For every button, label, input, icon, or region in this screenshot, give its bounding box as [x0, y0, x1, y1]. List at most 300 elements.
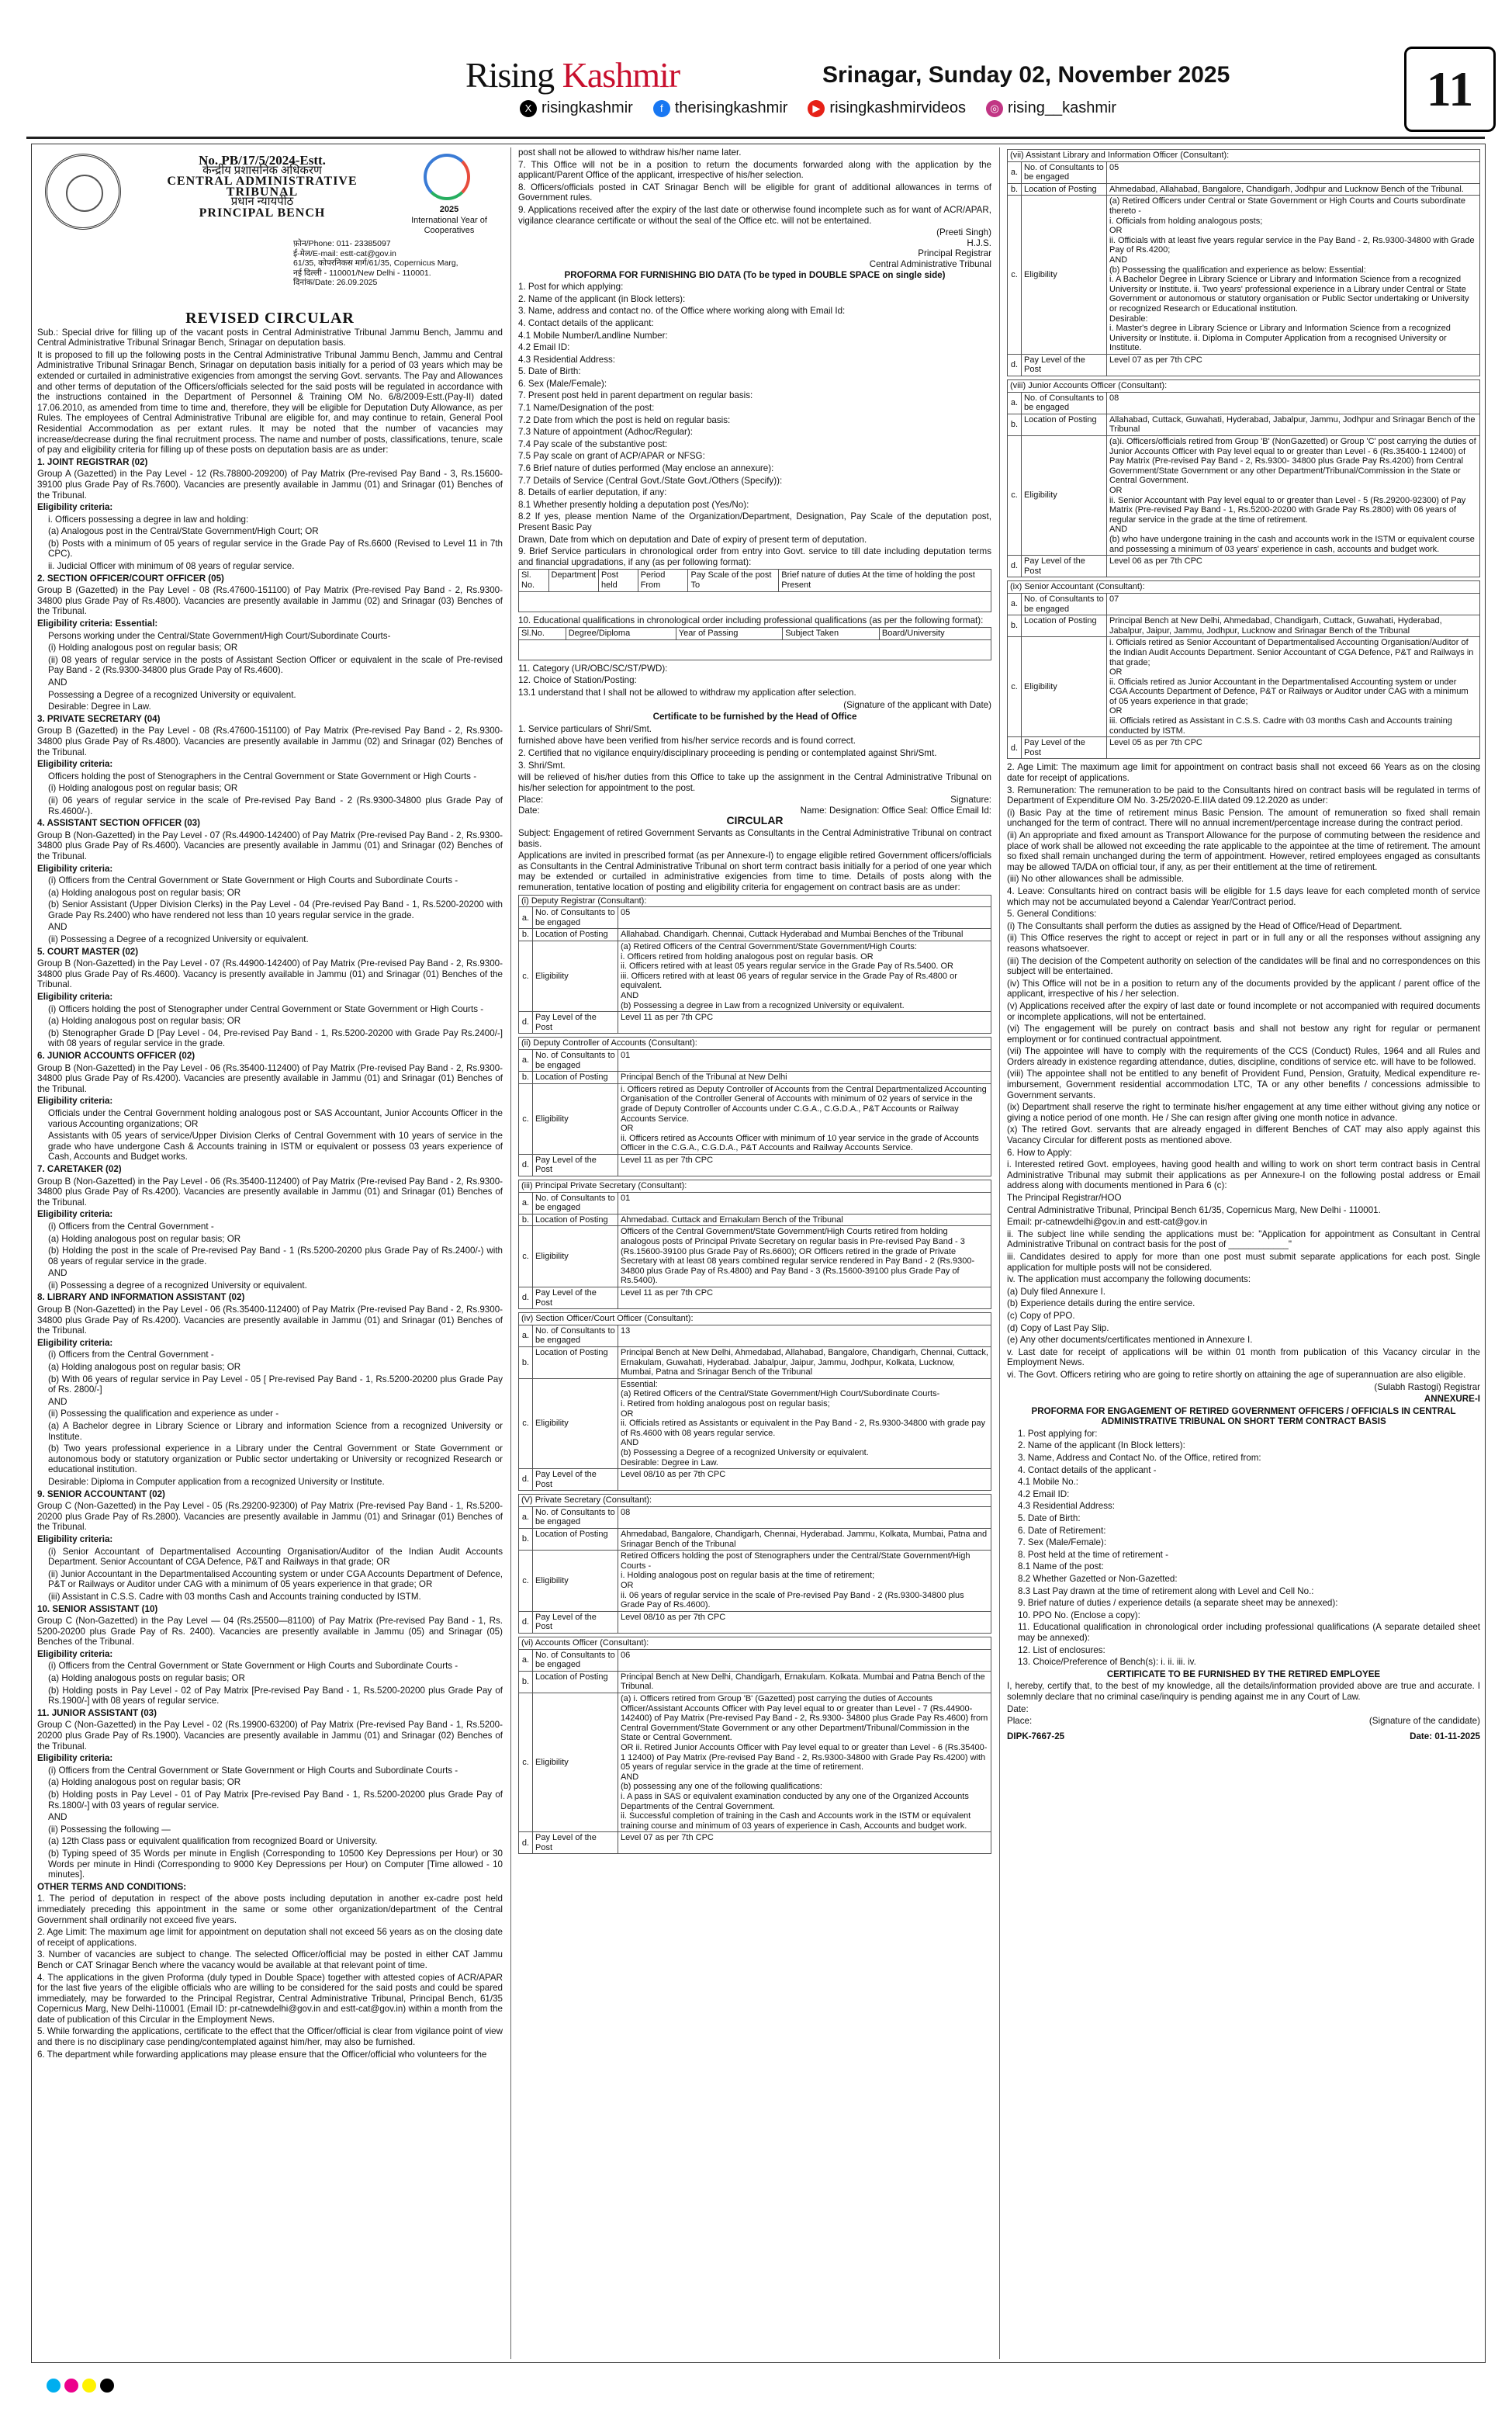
social-facebook[interactable]: f therisingkashmir — [653, 99, 788, 117]
post-description: Group B (Gazetted) in the Pay Level - 08 (Rs.47600-151100) of Pay Matrix (Pre-revised Pay Band - 2, Rs.9300-34800 plus Grade Pay of Rs.4800). Vacancies are presently available in Jammu (02) and Srinagar (03) Benches of the Tribunal. — [37, 585, 503, 617]
certificate-line: 1. Service particulars of Shri/Smt. — [518, 723, 652, 734]
proforma-field: 7.6 Brief nature of duties performed (May enclose an annexure): — [518, 463, 774, 474]
term-item: 8. Officers/officials posted in CAT Srinagar Bench will be eligible for grant of additional allowances in terms of Government rules. — [518, 182, 991, 203]
row-value: Principal Bench at New Delhi, Ahmedabad, Allahabad, Bangalore, Chandigarh, Chennai, Cuttack, Ernakulam, Guwahati, Hyderabad. Jabalpur, Jaipur, Jammu, Jodhpur, Kolkata, Lucknow, Mumbai, Patna and Srinagar Bench of the Tribunal — [618, 1346, 991, 1378]
row-value: 05 — [1107, 161, 1480, 183]
row-letter: d. — [519, 1469, 533, 1491]
hindi-bench: प्रधान न्यायपीठ — [230, 196, 294, 209]
eligibility-line: (iii) Assistant in C.S.S. Cadre with 03 months Cash and Accounts training conducted by ISTM. — [48, 1591, 421, 1602]
revised-circular-title: REVISED CIRCULAR — [185, 310, 355, 327]
consultant-table — [518, 895, 991, 1034]
table-header-cell: Subject Taken — [783, 628, 880, 640]
term-item: The Principal Registrar/HOO — [1007, 1193, 1122, 1203]
row-label: Location of Posting — [533, 929, 618, 941]
term-item: (ix) Department shall reserve the right to terminate his/her engagement at any time either without giving any notice or giving a notice period of one month. He / She can resign after giving one month notice in advance. — [1007, 1102, 1480, 1123]
eligibility-line: (b) Holding posts in Pay Level - 01 of Pay Matrix [Pre-revised Pay Band - 1, Rs.5200-20200 plus Grade Pay of Rs.1800/-] with 03 years of regular service. — [48, 1790, 503, 1810]
eligibility-line: Desirable: Diploma in Computer application from a recognized University or Institute. — [48, 1476, 385, 1487]
row-label: No. of Consultants to be engaged — [1022, 593, 1107, 615]
row-letter: d. — [1008, 556, 1022, 577]
term-item: (vi) The engagement will be purely on contract basis and shall not bestow any right for regular or permanent employment or for continued contractual appointment. — [1007, 1024, 1480, 1045]
cat-seal-logo — [45, 154, 121, 230]
row-label: Eligibility — [1022, 436, 1107, 556]
eligibility-line: AND — [48, 1268, 67, 1279]
row-label: Location of Posting — [533, 1072, 618, 1084]
newspaper-logo[interactable]: Rising Kashmir — [465, 55, 680, 95]
terms-heading: OTHER TERMS AND CONDITIONS: — [37, 1881, 187, 1892]
post-description: Group B (Non-Gazetted) in the Pay Level - 06 (Rs.35400-112400) of Pay Matrix (Pre-revised Pay Band - 2, Rs.9300-34800 plus Grade Pay of Rs.4200). Vacancies are presently available in Jammu (01) and Srinagar (01) Benches of the Tribunal. — [37, 1062, 503, 1094]
circular-subject-2: Subject: Engagement of retired Government Servants as Consultants in the Central Administrative Tribunal on contract basis. — [518, 828, 991, 849]
row-letter: c. — [519, 1551, 533, 1612]
proforma-field: 5. Date of Birth: — [518, 366, 581, 377]
eligibility-line: Assistants with 05 years of service/Upper Division Clerks of Central Government with 10 years of service in the grade who have undergone Cash & Accounts training in ISTM or equivalent or possess 03 years experience of Cash, Accounts and Budget works. — [48, 1131, 503, 1163]
term-item: v. Last date for receipt of applications will be within 01 month from publication of this Vacancy circular in the Employment News. — [1007, 1346, 1480, 1368]
consultant-post-title: (ix) Senior Accountant (Consultant): — [1008, 581, 1480, 594]
annexure-label: ANNEXURE-I — [1424, 1394, 1480, 1405]
row-label: Eligibility — [1022, 637, 1107, 737]
row-value: (a)i. Officers/officials retired from Group 'B' (NonGazetted) or Group 'C' post carrying the duties of Junior Accounts Officer with Pay level equal to or greater than Level - 6 (Rs.35400-1 12400) of Pay Matrix (Pre-revised Pay Band - 2, Rs.9300- 34800 plus Grade Pay Rs.4200) from Central Government/State Government or any other Department/Tribunal/Commission in the State or Central Government. OR ii. Senior Accountant with Pay level equal to or greater than Level - 5 (Rs.29200-92300) of Pay Matrix (Pre-revised Pay Band - 1, Rs.5200-20200 with Grade Pay Rs.2800) with 06 years of regular service in the grade at the time of retirement. AND (b) who have undergone training in the cash and accounts work in the ISTM or equivalent course and possessing a minimum of 03 years' experience in cash, accounts and budget work. — [1107, 436, 1480, 556]
annexure-field: 10. PPO No. (Enclose a copy): — [1018, 1610, 1140, 1620]
iyc-year: 2025 — [439, 205, 459, 214]
row-value: Officers of the Central Government/State Government/High Courts retired from holding analogous posts of Principal Private Secretary on regular basis in Pre-revised Pay Band - 3 (Rs.15600-39100 plus Grade Pay of Rs.6600); OR Officers retired in the grade of Private Secretary with at least 08 years combined regular service rendered in Pay Band - 2 (Rs.9300-34800 plus Grade Pay of Rs.4800) and Pay Band - 3 (Rs.15600-39100 plus Grade Pay of Rs.5400). — [618, 1226, 991, 1287]
annexure-field: 8.1 Name of the post: — [1018, 1561, 1104, 1572]
eligibility-line: (i) Officers from the Central Government - — [48, 1221, 214, 1232]
row-value: Principal Bench at New Delhi, Ahmedabad, Chandigarh, Cuttack, Guwahati, Hyderabad, Jabalpur, Jaipur, Jammu, Jodhpur, Lucknow and Srinagar Bench of the Tribunal — [1107, 615, 1480, 637]
eligibility-line: AND — [48, 1396, 67, 1407]
row-label: Pay Level of the Post — [533, 1611, 618, 1633]
terms-list — [37, 1894, 503, 2060]
row-value: (a) i. Officers retired from Group 'B' (Gazetted) post carrying the duties of Accounts Officer/Assistant Accounts Officer with Pay level equal to or greater than Level - 7 (Rs.44900- 142400) of Pay Matrix (Pre-revised Pay Band - 2, Rs.9300- 34800 plus Grade Pay Rs.4600) from Central Government/State Government or any other Department/Tribunal/Commission in the State or Central Government. OR ii. Retired Junior Accounts Officer with Pay level equal to or greater than Level - 6 (Rs.35400-1 12400) of Pay Matrix (Pre-revised Pay Band - 2, Rs.9300-34800 with Grade Pay Rs.4200) with 05 years of regular service in the grade at the time of retirement. AND (b) possessing any one of the following qualifications: i. A pass in SAS or equivalent examination conducted by any one of the Organized Accounts Departments of the Central Government. ii. Successful completion of training in the Cash and Accounts work in the ISTM or equivalent training course and minimum of 03 years of experience in Cash, Accounts and budget work. — [618, 1693, 991, 1831]
iyc-label: International Year of Cooperatives — [411, 215, 487, 236]
eligibility-line: (a) Holding analogous post on regular basis; OR — [48, 887, 241, 898]
proforma-field: 9. Brief Service particulars in chronological order from entry into Govt. service to till date including deputation terms and financial upgradations, if any (as per following format): — [518, 546, 991, 567]
proforma-field: 7.4 Pay scale of the substantive post: — [518, 438, 668, 449]
annexure-field: 4.1 Mobile No.: — [1018, 1477, 1078, 1488]
post-heading: 5. COURT MASTER (02) — [37, 946, 139, 957]
post-heading: 2. SECTION OFFICER/COURT OFFICER (05) — [37, 573, 224, 584]
row-value: i. Officials retired as Senior Accountant of Departmentalised Accounting Organisation/Auditor of the Indian Audit Accounts Department. Senior Accountant of CGA Defence, P&T and Railways in that grade; OR ii. Officials retired as Junior Accountant in the Departmentalised Accounting system or under CGA Accounts Department of Defence, P&T or Railways or Auditor under CAG with a minimum of 05 years experience in that grade; OR iii. Officials retired as Assistant in C.S.S. Cadre with 03 months Cash and Accounts training conducted by ISTM. — [1107, 637, 1480, 737]
facebook-icon: f — [653, 100, 670, 117]
consultant-table — [518, 1312, 991, 1491]
term-item: 2. Age Limit: The maximum age limit for appointment on deputation shall not exceed 56 years as on the closing date of receipt of applications. — [37, 1927, 503, 1948]
proforma-field: 7.5 Pay scale on grant of ACP/APAR or NFSG: — [518, 451, 705, 462]
post-heading: 8. LIBRARY AND INFORMATION ASSISTANT (02) — [37, 1292, 245, 1303]
row-letter: c. — [1008, 637, 1022, 737]
eligibility-line: ii. Judicial Officer with minimum of 08 years of regular service. — [48, 561, 295, 572]
eligibility-line: (ii) Possessing a Degree of a recognized University or equivalent. — [48, 934, 309, 945]
row-letter: a. — [519, 907, 533, 929]
annexure-field: 5. Date of Birth: — [1018, 1513, 1081, 1524]
social-links — [520, 99, 1116, 117]
eligibility-heading: Eligibility criteria: — [37, 1096, 113, 1107]
post-description: Group C (Non-Gazetted) in the Pay Level - 02 (Rs.19900-63200) of Pay Matrix (Pre-revised Pay Band - 1, Rs.5200-20200 plus Grade Pay of Rs.1900). Vacancies are presently available in Jammu (01) and Srinagar (02) Benches of the Tribunal. — [37, 1720, 503, 1752]
eligibility-line: (i) Senior Accountant of Departmentalised Accounting Organisation/Auditor of the Indian Audit Accounts Department. Senior Accountant of CGA Defence, P&T and Railways in that grade; OR — [48, 1546, 503, 1568]
term-item: 4. Leave: Consultants hired on contract basis will be eligible for 1.5 days leave for each completed month of service which may not be accumulated beyond a Calendar Year/Contract period. — [1007, 885, 1480, 907]
term-item: 3. Remuneration: The remuneration to be paid to the Consultants hired on contract basis will be regulated in terms of Department of Expenditure OM No. 3-25/2020-E.IIIA dated 09.12.2020 as under: — [1007, 785, 1480, 806]
proforma-field: 4.2 Email ID: — [518, 342, 570, 353]
annexure-field: 1. Post applying for: — [1018, 1428, 1098, 1439]
term-item: (iii) No other allowances shall be admissible. — [1007, 874, 1185, 885]
consultant-post-title: (vi) Accounts Officer (Consultant): — [519, 1637, 991, 1650]
eligibility-line: (ii) Possessing a degree of a recognized University or equivalent. — [48, 1280, 307, 1291]
row-label: Eligibility — [1022, 196, 1107, 355]
row-value: Level 07 as per 7th CPC — [1107, 354, 1480, 376]
consultant-table — [518, 1494, 991, 1634]
eligibility-line: Persons working under the Central/State Government/High Court/Subordinate Courts- — [48, 630, 391, 641]
org-name: CENTRAL ADMINISTRATIVE TRIBUNAL — [167, 175, 358, 199]
eligibility-heading: Eligibility criteria: — [37, 863, 113, 874]
table-header-cell: Board/University — [879, 628, 991, 640]
consultant-table — [1007, 149, 1480, 376]
row-letter: a. — [1008, 161, 1022, 183]
row-letter: c. — [1008, 436, 1022, 556]
term-item: (ii) This Office reserves the right to accept or reject in part or in full any or all the responses without assigning any reasons whatsoever. — [1007, 933, 1480, 954]
term-item: (i) Basic Pay at the time of retirement minus Basic Pension. The amount of remuneration so fixed shall remain unchanged for the term of contract. There will no annual increment/percentage increase during the contract period. — [1007, 807, 1480, 829]
x-icon: X — [520, 100, 537, 117]
certificate-line: will be relieved of his/her duties from this Office to take up the assignment in the Central Administrative Tribunal on his/her selection for appointment to the post. — [518, 772, 991, 793]
eligibility-line: i. Officers possessing a degree in law and holding: — [48, 514, 249, 525]
consultant-tables — [518, 895, 991, 1855]
term-item: (x) The retired Govt. servants that are already engaged in different Benches of CAT may also apply against this Vacancy Circular for different posts as mentioned above. — [1007, 1124, 1480, 1146]
social-x[interactable]: X risingkashmir — [520, 99, 633, 117]
term-item: i. Interested retired Govt. employees, having good health and willing to work on short term contract basis in Central Administrative Tribunal may submit their applications as per Annexure-I on the following postal address or Email address along with documents mentioned in Para 6 (c): — [1007, 1159, 1480, 1191]
bench-name: PRINCIPAL BENCH — [199, 206, 326, 220]
table-header-cell: Degree/Diploma — [566, 628, 676, 640]
eligibility-line: AND — [48, 922, 67, 933]
circular-number: No. PB/17/5/2024-Estt. — [199, 153, 326, 168]
annexure-fields — [1007, 1429, 1480, 1668]
circular-subject: Sub.: Special drive for filling up of the vacant posts in Central Administrative Tribunal Jammu Bench, Jammu and Central Administrative Tribunal Srinagar Bench, Srinagar on deputation basis. — [37, 327, 503, 348]
annexure-field: 13. Choice/Preference of Bench(s): i. ii. iii. iv. — [1018, 1657, 1196, 1668]
row-value: Ahmedabad. Cuttack and Ernakulam Bench of the Tribunal — [618, 1214, 991, 1226]
row-letter: a. — [519, 1649, 533, 1671]
term-item: (iii) The decision of the Competent authority on selection of the candidates will be final and no correspondences on this subject will be entertained. — [1007, 955, 1480, 977]
row-label: No. of Consultants to be engaged — [533, 1049, 618, 1071]
circular-title: CIRCULAR — [726, 814, 784, 827]
annexure-field: 6. Date of Retirement: — [1018, 1525, 1106, 1536]
post-description: Group B (Non-Gazetted) in the Pay Level - 06 (Rs.35400-112400) of Pay Matrix (Pre-revised Pay Band - 2, Rs.9300-34800 plus Grade Pay of Rs.4200). Vacancies are presently available in Jammu (01) and Srinagar (01) Benches of the Tribunal. — [37, 1305, 503, 1336]
email-link[interactable]: ई-मेल/E-mail: estt-cat@gov.in — [293, 248, 396, 258]
row-value: 13 — [618, 1325, 991, 1346]
proforma-field: 3. Name, address and contact no. of the Office where working along with Email Id: — [518, 306, 846, 317]
eligibility-line: (i) Holding analogous post on regular basis; OR — [48, 643, 238, 653]
row-value: Level 11 as per 7th CPC — [618, 1287, 991, 1309]
row-value: Level 11 as per 7th CPC — [618, 1154, 991, 1176]
row-letter: d. — [519, 1287, 533, 1309]
proforma-field: 7.7 Details of Service (Central Govt./State Govt./Others (Specify)): — [518, 475, 783, 486]
row-value: Principal Bench at New Delhi, Chandigarh, Ernakulam. Kolkata. Mumbai and Patna Bench of the Tribunal. — [618, 1671, 991, 1693]
eligibility-line: (a) 12th Class pass or equivalent qualification from recognized Board or University. — [48, 1836, 378, 1847]
office-address: फ़ोन/Phone: 011- 23385097 ई-मेल/E-mail: estt-cat@gov.in 61/35, कोपरनिकस मार्ग/61/35, Copernicus Marg, नई दिल्ली - 110001/New Delhi - 110001. दिनांक/Date: 26.09.2025 — [293, 239, 495, 288]
eligibility-heading: Eligibility criteria: — [37, 1533, 113, 1544]
term-item: 6. The department while forwarding applications may please ensure that the Officer/official who volunteers for the — [37, 2049, 487, 2060]
row-letter: a. — [519, 1049, 533, 1071]
row-letter: c. — [519, 1083, 533, 1154]
post-heading: 4. ASSISTANT SECTION OFFICER (03) — [37, 818, 200, 829]
row-letter: b. — [519, 929, 533, 941]
term-item: vi. The Govt. Officers retiring who are going to retire shortly on attaining the age of superannuation are also eligible. — [1007, 1369, 1466, 1380]
proforma-field: 6. Sex (Male/Female): — [518, 378, 607, 389]
eligibility-line: Officials under the Central Government holding analogous post or SAS Accountant, Junior Accounts Officer in the various Accounting organizations; OR — [48, 1107, 503, 1129]
term-item: iii. Candidates desired to apply for more than one post must submit separate applications for each post. Single application for multiple posts will not be considered. — [1007, 1251, 1480, 1273]
row-letter: d. — [1008, 354, 1022, 376]
row-label: No. of Consultants to be engaged — [533, 1649, 618, 1671]
row-letter: d. — [519, 1611, 533, 1633]
row-label: Eligibility — [533, 1226, 618, 1287]
eligibility-line: (i) Officers from the Central Government or State Government or High Courts and Subordinate Courts - — [48, 875, 458, 886]
row-letter: b. — [1008, 615, 1022, 637]
masthead — [0, 0, 1512, 140]
row-value: 01 — [618, 1049, 991, 1071]
row-value: 07 — [1107, 593, 1480, 615]
row-value: Essential: (a) Retired Officers of the Central/State Government/High Court/Subordinate Courts- i. Retired from holding analogous post on regular basis; OR ii. Officials retired as Assistants or equivalent in the Pay Band - 2, Rs.9300-34800 with grade pay of Rs.4600 with 08 years regular service. AND (b) Possessing a Degree of a recognized University or equivalent. Desirable: Degree in Law. — [618, 1378, 991, 1468]
column-3: (vii) Assistant Library and Information Officer (Consultant): a. No. of Consultants to be engaged 05 b. Location of Posting Ahmedabad, Allahabad, Bangalore, Chandigarh, Jodhpur and Lucknow Bench of the Tribunal. c. Eligibility (a) Retired Officers under Central or State Government or High Courts and Courts subordinate thereto - i. Officials from holding analogous posts; OR ii. Officials with at least five years regular service in the Pay Band - 2, Rs.9300-34800 with Grade Pay of Rs.4200; AND (b) Possessing the qualification and experience as below: Essential: i. A Bachelor Degree in Library Science or Library and Information Science from a recognized University or Institute. ii. Two years' professional experience in a Library under Central or State Government or autonomous or statutory organisation or Public Sector undertaking or University or recognized Research or Educational institution. Desirable: i. Master's degree in Library Science or Library and Information Science from a recognized University or Institute. ii. Diploma in Computer Application from a recognised University or Institute. d. Pay Level of the Post Level 07 as per 7th CPC (viii) Junior Accounts Officer (Consultant): a. No. of Consultants to be engaged 08 b. Location of Posting Allahabad, Cuttack, Guwahati, Hyderabad, Jabalpur, Jammu, Jodhpur and Srinagar Bench of the Tribunal c. Eligibility (a)i. Officers/officials retired from Group 'B' (NonGazetted) or Group 'C' post carrying the duties of Junior Accounts Officer with Pay level equal to or greater than Level - 6 (Rs.35400-1 12400) of Pay Matrix (Pre-revised Pay Band - 2, Rs.9300- 34800 plus Grade Pay Rs.4200) from Central Government/State Government or any other Department/Tribunal/Commission in the State or Central Government. OR ii. Senior Accountant with Pay level equal to or greater than Level - 5 (Rs.29200-92300) of Pay Matrix (Pre-revised Pay Band - 1, Rs.5200-20200 with Grade Pay Rs.2800) with 06 years of regular service in the grade at the time of retirement. AND (b) who have undergone training in the cash and accounts work in the ISTM or equivalent course and possessing a minimum of 03 years' experience in cash, accounts and budget work. d. Pay Level of the Post Level 06 as per 7th CPC (ix) Senior Accountant (Consultant): a. No. of Consultants to be engaged 07 b. Location of Posting Principal Bench at New Delhi, Ahmedabad, Chandigarh, Cuttack, Guwahati, Hyderabad, Jabalpur, Jaipur, Jammu, Jodhpur, Lucknow and Srinagar Bench of the Tribunal c. Eligibility i. Officials retired as Senior Accountant of Departmentalised Accounting Organisation/Auditor of the Indian Audit Accounts Department. Senior Accountant of CGA Defence, P&T and Railways in that grade; OR ii. Officials retired as Junior Accountant in the Departmentalised Accounting system or under CGA Accounts Department of Defence, P&T or Railways or Auditor under CAG with a minimum of 05 years experience in that grade; OR iii. Officials retired as Assistant in C.S.S. Cadre with 03 months Cash and Accounts training conducted by ISTM. d. Pay Level of the Post Level 05 as per 7th CPC 2. Age Limit: The maximum age limit for appointment on contract basis shall not exceed 66 Years as on the closing date for receipt of applications. 3. Remuneration: The remuneration to be paid to the Consultants hired on contract basis will be regulated in terms of Department of Expenditure OM No. 3-25/2020-E.IIIA dated 09.12.2020 as under: (i) Basic Pay at the time of retirement minus Basic Pension. The amount of remuneration so fixed shall remain unchanged for the term of contract. There will no annual increment/percentage increase during the contract period. (ii) An appropriate and fixed amount as Transport Allowance for the purpose of commuting between the residence and place of work shall be allowed not exceeding the rate applicable to the appointee at the time of retirement. The amount so fixed shall remain unchanged during the term of appointment. However, retired employees engaged as consultants may be allowed TA/DA on official tour, if any, as per their entitlement at the time of retirement. (iii) No other allowances shall be admissible. 4. Leave: Consultants hired on contract basis will be eligible for 1.5 days leave for each completed month of service which may not be accumulated beyond a Calendar Year/Contract period. 5. General Conditions: (i) The Consultants shall perform the duties as assigned by the Head of Office/Head of Department. (ii) This Office reserves the right to accept or reject in part or in full any or all the responses without assigning any reasons whatsoever. (iii) The decision of the Competent authority on selection of the candidates will be final and no correspondences on this subject will be entertained. (iv) This Office will not be in a position to return any of the documents provided by the applicant / parent office of the applicant, irrespective of his / her selection. (v) Applications received after the expiry of last date or found incomplete or not accompanied with required documents or incomplete applications, will not be entertained. (vi) The engagement will be purely on contract basis and shall not bestow any right for regular or permanent employment or for continued contractual appointment. (vii) The appointee will have to comply with the requirements of the CCS (Conduct) Rules, 1964 and all Rules and Orders already in existence regarding attendance, duties, discipline, conditions of service etc. will have to be followed. (viii) The appointee shall not be entitled to any benefit of Provident Fund, Pension, Gratuity, Medical expenditure re-imbursement, Government residential accommodation LTC, TA or any other benefits / concessions admissible to Government servants. (ix) Department shall reserve the right to terminate his/her engagement at any time either without giving any notice or giving a notice period of one month. He / She can resign after giving one month notice in advance. (x) The retired Govt. servants that are already engaged in different Benches of CAT may also apply against this Vacancy Circular for different posts as mentioned above. 6. How to Apply: i. Interested retired Govt. employees, having good health and willing to work on short term contract basis in Central Administrative Tribunal may submit their applications as per Annexure-I on the following postal address or Email address along with documents mentioned in Para 6 (c): The Principal Registrar/HOO Central Administrative Tribunal, Principal Bench 61/35, Copernicus Marg, New Delhi - 110001. Email: pr-catnewdelhi@gov.in and estt-cat@gov.in ii. The subject line while sending the applications must be: "Application for appointment as Consultant in Central Administrative Tribunal on contract basis for the post of ____________" iii. Candidates desired to apply for more than one post must submit separate applications for each post. Single application for multiple posts will not be considered. iv. The application must accompany the following documents: (a) Duly filed Annexure I. (b) Experience details during the entire service. (c) Copy of PPO. (d) Copy of Last Pay Slip. (e) Any other documents/certificates mentioned in Annexure I. v. Last date for receipt of applications will be within 01 month from publication of this Vacancy circular in the Employment News. vi. The Govt. Officers retiring who are going to retire shortly on attaining the age of superannuation are also eligible. (Sulabh Rastogi) Registrar ANNEXURE-I PROFORMA FOR ENGAGEMENT OF RETIRED GOVERNMENT OFFICERS / OFFICIALS IN CENTRAL ADMINISTRATIVE TRIBUNAL ON SHORT TERM CONTRACT BASIS 1. Post applying for: 2. Name of the applicant (In Block letters): 3. Name, Address and Contact No. of the Office, retired from: 4. Contact details of the applicant - 4.1 Mobile No.: 4.2 Email ID: 4.3 Residential Address: 5. Date of Birth: 6. Date of Retirement: 7. Sex (Male/Female): 8. Post held at the time of retirement - 8.1 Name of the post: 8.2 Whether Gazetted or Non-Gazetted: 8.3 Last Pay drawn at the time of retirement along with Level and Cell No.: 9. Brief nature of duties / experience details (a separate sheet may be annexed): 10. PPO No. (Enclose a copy): 11. Educational qualification in chronological order including professional qualifications (A separate detailed sheet may be annexed): 12. List of enclosures: 13. Choice/Preference of Bench(s): i. ii. iii. iv. CERTIFICATE TO BE FURNISHED BY THE RETIRED EMPLOYEE I, hereby, certify that, to the best of my knowledge, all the details/information provided above are true and accurate. I solemnly declare that no criminal case/inquiry is pending against me in any Court of Law. Date: Place: (Signature of the candidate) DIPK-7667-25 Date: 01-11-2025 — [1007, 151, 1480, 1741]
row-label: Location of Posting — [1022, 183, 1107, 196]
eligibility-heading: Eligibility criteria: — [37, 502, 113, 513]
certificate-line: 2. Certified that no vigilance enquiry/disciplinary proceeding is pending or contemplated against Shri/Smt. — [518, 747, 937, 758]
row-value: Level 08/10 as per 7th CPC — [618, 1611, 991, 1633]
row-label: No. of Consultants to be engaged — [533, 1325, 618, 1346]
certificate-line: 3. Shri/Smt. — [518, 760, 566, 771]
proforma-field: 1. Post for which applying: — [518, 282, 624, 293]
row-label: Pay Level of the Post — [1022, 354, 1107, 376]
post-description: Group C (Non-Gazetted) in the Pay Level — 04 (Rs.25500—81100) of Pay Matrix (Pre-revised Pay Band - 1, Rs. 5200-20200 plus Grade Pay of Rs. 2400). Vacancies are presently available in Jammu (05) and Srinagar (05) Benches of the Tribunal. — [37, 1616, 503, 1648]
post-heading: 10. SENIOR ASSISTANT (10) — [37, 1603, 158, 1614]
eligibility-line: (ii) Junior Accountant in the Departmentalised Accounting system or under CGA Accounts Department of Defence, P&T or Railways or Auditor under CAG with a minimum of 05 years experience in that grade; OR — [48, 1568, 503, 1590]
row-value: Level 06 as per 7th CPC — [1107, 556, 1480, 577]
row-value: 06 — [618, 1649, 991, 1671]
row-label: Pay Level of the Post — [1022, 737, 1107, 759]
row-letter: d. — [519, 1154, 533, 1176]
circular-intro: It is proposed to fill up the following posts in the Central Administrative Tribunal Jammu Bench, Jammu and Central Administrative Tribunal Srinagar Bench, Srinagar on deputation basis initially for a period of 03 years which may be extended or curtailed in administrative exigencies from amongst the serving Govt. servants. The Pay and Allowances and other terms of deputation of the Officers/officials selected for the said posts will be regulated in accordance with the instructions contained in the Department of Personnel & Training OM No. 6/8/2009-Estt.(Pay-II) dated 17.06.2010, as amended from time to time and, therefore, they will be eligible for Deputation Duty Allowance, as per Rules. The employees of Central Administrative Tribunal are eligible for, and may continue to retain, General Pool Residential Accommodation as per extant rules. It may be noted that the number of vacancies may increase/decrease during the final recruitment process. The name and number of posts, classifications, tenure, scale of pay and eligibility criteria for filling up of these posts on deputation basis are as under: — [37, 349, 503, 456]
table-header-cell: Pay Scale of the post To — [688, 570, 779, 591]
dipk-code: DIPK-7667-25 — [1007, 1731, 1065, 1741]
consultant-post-title: (V) Private Secretary (Consultant): — [519, 1495, 991, 1507]
eligibility-line: (b) Holding posts in Pay Level - 02 of Pay Matrix [Pre-revised Pay Band - 1, Rs.5200-20200 plus Grade Pay of Rs.1900/-] with 08 years of regular service. — [48, 1685, 503, 1707]
eligibility-line: (a) Holding analogous post on regular basis; OR — [48, 1016, 241, 1027]
eligibility-line: (a) Holding analogous post on regular basis; OR — [48, 1233, 241, 1244]
post-heading: 6. JUNIOR ACCOUNTS OFFICER (02) — [37, 1051, 195, 1061]
row-value: Allahabad. Chandigarh. Chennai, Cuttack Hyderabad and Mumbai Benches of the Tribunal — [618, 929, 991, 941]
hindi-org-name: केन्द्रीय प्रशासनिक अधिकरण — [202, 164, 322, 177]
eligibility-line: (b) Posts with a minimum of 05 years of regular service in the Grade Pay of Rs.6600 (Revised to Level 11 in 7th CPC). — [48, 538, 503, 560]
consultant-post-title: (viii) Junior Accounts Officer (Consultant): — [1008, 380, 1480, 393]
dateline: Srinagar, Sunday 02, November 2025 — [822, 62, 1230, 88]
row-value: Allahabad, Cuttack, Guwahati, Hyderabad, Jabalpur, Jammu, Jodhpur and Srinagar Bench of the Tribunal — [1107, 414, 1480, 435]
row-label: Pay Level of the Post — [533, 1469, 618, 1491]
social-youtube[interactable]: ▶ risingkashmirvideos — [808, 99, 966, 117]
row-letter: c. — [1008, 196, 1022, 355]
row-letter: a. — [519, 1192, 533, 1214]
consultant-table — [518, 1637, 991, 1854]
proforma-field: 8. Details of earlier deputation, if any: — [518, 487, 667, 498]
certificate-line: furnished above have been verified from his/her service records and is found correct. — [518, 736, 856, 747]
consultant-table — [1007, 379, 1480, 577]
term-item: 4. The applications in the given Proforma (duly typed in Double Space) together with attested copies of ACR/APAR for the last five years of the eligible officials who are willing to be considered for the said posts and could be spared immediately, may be forwarded to the Principal Registrar, Central Administrative Tribunal, Principal Bench, 61/35 Copernicus Marg, New Delhi-110001 (Email ID: pr-catnewdelhi@gov.in and estt-cat@gov.in) within a month from the date of publication of this Circular in the Employment News. — [37, 1972, 503, 2025]
table-header-cell: Post held — [599, 570, 638, 591]
row-label: Pay Level of the Post — [533, 1154, 618, 1176]
row-letter: b. — [1008, 183, 1022, 196]
eligibility-line: (i) Holding analogous post on regular basis; OR — [48, 783, 238, 794]
eligibility-line: (b) Two years professional experience in a Library under the Central Government or State Government or autonomous body or statutory organization or Public sector undertaking or University or recognized Research or educational institution. — [48, 1443, 503, 1475]
eligibility-heading: Eligibility criteria: — [37, 759, 113, 770]
row-value: (a) Retired Officers under Central or State Government or High Courts and Courts subordinate thereto - i. Officials from holding analogous posts; OR ii. Officials with at least five years regular service in the Pay Band - 2, Rs.9300-34800 with Grade Pay of Rs.4200; AND (b) Possessing the qualification and experience as below: Essential: i. A Bachelor Degree in Library Science or Library and Information Science from a recognized University or Institute. ii. Two years' professional experience in a Library under Central or State Government or autonomous or statutory organisation or Public Sector undertaking or University or recognized Research or Educational institution. Desirable: i. Master's degree in Library Science or Library and Information Science from a recognized University or Institute. ii. Diploma in Computer Application from a recognised University or Institute. — [1107, 196, 1480, 355]
eligibility-line: Desirable: Degree in Law. — [48, 702, 151, 712]
eligibility-line: (a) A Bachelor degree in Library Science or Library and information Science from a recognized University or Institute. — [48, 1421, 503, 1442]
social-instagram[interactable]: ◎ rising__kashmir — [986, 99, 1116, 117]
proforma-field: 4. Contact details of the applicant: — [518, 317, 654, 328]
consultant-tables-cont — [1007, 149, 1480, 759]
term-item: 7. This Office will not be in a position to return the documents forwarded along with the application by the applicant/Parent Office of the applicant, irrespective of his/her selection. — [518, 159, 991, 181]
masthead-rule — [26, 137, 1485, 139]
row-letter: c. — [519, 1693, 533, 1831]
release-date: Date: 01-11-2025 — [1410, 1731, 1480, 1741]
eligibility-line: AND — [48, 677, 67, 688]
post-heading: 9. SENIOR ACCOUNTANT (02) — [37, 1488, 165, 1499]
post-heading: 3. PRIVATE SECRETARY (04) — [37, 713, 161, 724]
eligibility-line: (ii) Possessing the following — — [48, 1824, 171, 1835]
iyc-emblem-icon — [424, 154, 470, 200]
row-letter: b. — [519, 1214, 533, 1226]
row-label: Pay Level of the Post — [533, 1287, 618, 1309]
table-header-cell: Department — [548, 570, 598, 591]
table-header-cell: Year of Passing — [676, 628, 782, 640]
row-value: Ahmedabad, Bangalore, Chandigarh, Chennai, Hyderabad. Jammu, Kolkata, Mumbai, Patna and Srinagar Bench of the Tribunal — [618, 1529, 991, 1551]
post-description: Group B (Non-Gazetted) in the Pay Level - 07 (Rs.44900-142400) of Pay Matrix (Pre-revised Pay Band - 2, Rs.9300-34800 plus Grade Pay of Rs.4600). Vacancies are presently available in Jammu (01) and Srinagar (02) Benches of the Tribunal. — [37, 830, 503, 861]
post-heading: 7. CARETAKER (02) — [37, 1163, 122, 1174]
consultant-terms — [1007, 762, 1480, 1380]
row-letter: a. — [1008, 392, 1022, 414]
annexure-field: 8.2 Whether Gazetted or Non-Gazetted: — [1018, 1574, 1178, 1584]
eligibility-heading: Eligibility criteria: — [37, 992, 113, 1003]
row-label: Location of Posting — [1022, 414, 1107, 435]
eligibility-line: AND — [48, 1812, 67, 1823]
row-label: No. of Consultants to be engaged — [533, 907, 618, 929]
eligibility-line: (b) With 06 years of regular service in Pay Level - 05 [ Pre-revised Pay Band - 1, Rs.5200-20200 plus Grade Pay of Rs. 2800/-] — [48, 1374, 503, 1395]
eligibility-line: (b) Typing speed of 35 Words per minute in English (Corresponding to 10500 Key Depressions per Hour) or 30 Words per minute in Hindi (Corresponding to 9000 Key Depressions per Hour) on Computer [Time allowed - 10 minutes]. — [48, 1848, 503, 1880]
eligibility-line: (a) Holding analogous posts on regular basis; OR — [48, 1673, 245, 1684]
row-value: i. Officers retired as Deputy Controller of Accounts from the Central Departmentalized Accounting Organisation of the Controller General of Accounts with minimum of 02 years of service in the grade of Deputy Controller of Accounts under C.G.A., C.G.D.A., P&T Accounts or Railway Accounts Service. OR ii. Officers retired as Accounts Officer with minimum of 10 year service in the grade of Accounts Officer in the C.G.A., C.G.D.A., P&T Accounts and Railway Accounts Service. — [618, 1083, 991, 1154]
row-label: Pay Level of the Post — [533, 1012, 618, 1034]
term-item: 3. Number of vacancies are subject to change. The selected Officer/official may be posted in either CAT Jammu Bench or CAT Srinagar Bench where the vacancy would be available at that relevant point of time. — [37, 1949, 503, 1970]
row-value: Ahmedabad, Allahabad, Bangalore, Chandigarh, Jodhpur and Lucknow Bench of the Tribunal. — [1107, 183, 1480, 196]
term-item: (c) Copy of PPO. — [1007, 1310, 1075, 1321]
proforma-title: PROFORMA FOR FURNISHING BIO DATA (To be typed in DOUBLE SPACE on single side) — [564, 269, 946, 280]
eligibility-line: (a) Holding analogous post on regular basis; OR — [48, 1362, 241, 1373]
consultant-post-title: (ii) Deputy Controller of Accounts (Consultant): — [519, 1038, 991, 1050]
row-letter: a. — [1008, 593, 1022, 615]
post-heading: 1. JOINT REGISTRAR (02) — [37, 456, 148, 467]
post-description: Group B (Non-Gazetted) in the Pay Level - 07 (Rs.44900-142400) of Pay Matrix (Pre-revised Pay Band - 2, Rs.9300-34800 plus Grade Pay of Rs.4600). Vacancy is presently available in Jammu (01) and Srinagar (01) Benches of the Tribunal. — [37, 958, 503, 990]
annexure-field: 3. Name, Address and Contact No. of the Office, retired from: — [1018, 1453, 1261, 1464]
row-label: Eligibility — [533, 941, 618, 1012]
print-registration-marks — [47, 2379, 1466, 2397]
eligibility-line: (ii) 08 years of regular service in the posts of Assistant Section Officer or equivalent in the scale of Pre-revised Pay Band - 2 (Rs.9300-34800 plus Grade Pay of Rs.4600). — [48, 654, 503, 676]
row-label: Eligibility — [533, 1378, 618, 1468]
term-item: (d) Copy of Last Pay Slip. — [1007, 1322, 1109, 1333]
term-item: (v) Applications received after the expiry of last date or found incomplete or not accompanied with required documents or incomplete applications, will not be entertained. — [1007, 1000, 1480, 1022]
proforma-field: 7. Present post held in parent department on regular basis: — [518, 390, 753, 401]
row-label: No. of Consultants to be engaged — [533, 1506, 618, 1528]
proforma-field: 7.2 Date from which the post is held on regular basis: — [518, 414, 731, 425]
consultant-post-title: (vii) Assistant Library and Information Officer (Consultant): — [1008, 150, 1480, 162]
post-description: Group C (Non-Gazetted) in the Pay Level - 05 (Rs.29200-92300) of Pay Matrix (Pre-revised Pay Band - 1, Rs.5200-20200 plus Grade Pay of Rs.2800). Vacancies are presently available in Jammu (01) and Srinagar (01) Benches of the Tribunal. — [37, 1501, 503, 1533]
post-description: Group B (Non-Gazetted) in the Pay Level - 06 (Rs.35400-112400) of Pay Matrix (Pre-revised Pay Band - 2, Rs.9300-34800 plus Grade Pay of Rs.4200). Vacancies are presently available in Jammu (01) and Srinagar (01) Benches of the Tribunal. — [37, 1176, 503, 1208]
column-2: post shall not be allowed to withdraw his/her name later. 7. This Office will not be in a position to return the documents forwarded along with the application by the applicant/Parent Office of the applicant, irrespective of his/her selection. 8. Officers/officials posted in CAT Srinagar Bench will be eligible for grant of additional allowances in terms of Government rules. 9. Applications received after the expiry of the last date or otherwise found incomplete such as for want of ACR/APAR, vigilance clearance certificate or without the seal of the Office etc. will not be entertained. (Preeti Singh) H.J.S. Principal Registrar Central Administrative Tribunal PROFORMA FOR FURNISHING BIO DATA (To be typed in DOUBLE SPACE on single side) 1. Post for which applying: 2. Name of the applicant (in Block letters): 3. Name, address and contact no. of the Office where working along with Email Id: 4. Contact details of the applicant: 4.1 Mobile Number/Landline Number: 4.2 Email ID: 4.3 Residential Address: 5. Date of Birth: 6. Sex (Male/Female): 7. Present post held in parent department on regular basis: 7.1 Name/Designation of the post: 7.2 Date from which the post is held on regular basis: 7.3 Nature of appointment (Adhoc/Regular): 7.4 Pay scale of the substantive post: 7.5 Pay scale on grant of ACP/APAR or NFSG: 7.6 Brief nature of duties performed (May enclose an annexure): 7.7 Details of Service (Central Govt./State Govt./Others (Specify)): 8. Details of earlier deputation, if any: 8.1 Whether presently holding a deputation post (Yes/No): 8.2 If yes, please mention Name of the Organization/Department, Designation, Pay Scale of the deputation post, Present Basic Pay Drawn, Date from which on deputation and Date of expiry of present term of deputation. 9. Brief Service particulars in chronological order from entry into Govt. service to till date including deputation terms and financial upgradations, if any (as per following format): Sl. No. Department Post held Period From Pay Scale of the post To Brief nature of duties At the time of holding the post Present 10. Educational qualifications in chronological order including professional qualifications (as per the following format): Sl.No. Degree/Diploma Year of Passing Subject Taken Board/University 11. Category (UR/OBC/SC/ST/PWD): 12. Choice of Station/Posting: 13.1 understand that I shall not be allowed to withdraw my application after selection. (Signature of the applicant with Date) Certificate to be furnished by the Head of Office 1. Service particulars of Shri/Smt. furnished above have been verified from his/her service records and is found correct. 2. Certified that no vigilance enquiry/disciplinary proceeding is pending or contemplated against Shri/Smt. 3. Shri/Smt. will be relieved of his/her duties from this Office to take up the assignment in the Central Administrative Tribunal on his/her selection for appointment to the post. Place: Signature: Date: Name: Designation: Office Seal: Office Email Id: CIRCULAR Subject: Engagement of retired Government Servants as Consultants in the Central Administrative Tribunal on contract basis. Applications are invited in prescribed format (as per Annexure-I) to engage eligible retired Government officers/officials as Consultants in the Central Administrative Tribunal on short term contract basis initially for a period of one year which may be extended or curtailed in administrative exigencies from time to time. Details of posts along with the remuneration, tentative location of posting and eligibility criteria for engagement on contract basis are as under: (i) Deputy Registrar (Consultant): a. No. of Consultants to be engaged 05 b. Location of Posting Allahabad. Chandigarh. Chennai, Cuttack Hyderabad and Mumbai Benches of the Tribunal c. Eligibility (a) Retired Officers of the Central Government/State Government/High Courts: i. Officers retired from holding analogous post on regular basis. OR ii. Officers retired with at least 05 years regular service in the Grade Pay of Rs.5400. OR iii. Officers retired with at least 06 years of regular service in the Grade Pay of Rs.4800 or equivalent. AND (b) Possessing a degree in Law from a recognized University or equivalent. d. Pay Level of the Post Level 11 as per 7th CPC (ii) Deputy Controller of Accounts (Consultant): a. No. of Consultants to be engaged 01 b. Location of Posting Principal Bench of the Tribunal at New Delhi c. Eligibility i. Officers retired as Deputy Controller of Accounts from the Central Departmentalized Accounting Organisation of the Controller General of Accounts with minimum of 02 years of service in the grade of Deputy Controller of Accounts under C.G.A., C.G.D.A., P&T Accounts or Railway Accounts Service. OR ii. Officers retired as Accounts Officer with minimum of 10 year service in the grade of Accounts Officer in the C.G.A., C.G.D.A., P&T Accounts and Railway Accounts Service. d. Pay Level of the Post Level 11 as per 7th CPC (iii) Principal Private Secretary (Consultant): a. No. of Consultants to be engaged 01 b. Location of Posting Ahmedabad. Cuttack and Ernakulam Bench of the Tribunal c. Eligibility Officers of the Central Government/State Government/High Courts retired from holding analogous posts of Principal Private Secretary on regular basis in Pre-revised Pay Band - 3 (Rs.15600-39100 plus Grade Pay of Rs.6600); OR Officers retired in the grade of Private Secretary with at least 08 years combined regular service rendered in Pay Band - 2 (Rs.9300-34800 plus Grade Pay of Rs.4800) and Pay Band - 3 (Rs.15600-39100 plus Grade Pay of Rs.5400). d. Pay Level of the Post Level 11 as per 7th CPC (iv) Section Officer/Court Officer (Consultant): a. No. of Consultants to be engaged 13 b. Location of Posting Principal Bench at New Delhi, Ahmedabad, Allahabad, Bangalore, Chandigarh, Chennai, Cuttack, Ernakulam, Guwahati, Hyderabad. Jabalpur, Jaipur, Jammu, Jodhpur, Kolkata, Lucknow, Mumbai, Patna and Srinagar Bench of the Tribunal c. Eligibility Essential: (a) Retired Officers of the Central/State Government/High Court/Subordinate Courts- i. Retired from holding analogous post on regular basis; OR ii. Officials retired as Assistants or equivalent in the Pay Band - 2, Rs.9300-34800 with grade pay of Rs.4600 with 08 years regular service. AND (b) Possessing a Degree of a recognized University or equivalent. Desirable: Degree in Law. d. Pay Level of the Post Level 08/10 as per 7th CPC (V) Private Secretary (Consultant): a. No. of Consultants to be engaged 08 b. Location of Posting Ahmedabad, Bangalore, Chandigarh, Chennai, Hyderabad. Jammu, Kolkata, Mumbai, Patna and Srinagar Bench of the Tribunal c. Eligibility Retired Officers holding the post of Stenographers under the Central/State Government/High Courts - i. Holding analogous post on regular basis at the time of retirement; OR ii. 06 years of regular service in the scale of Pre-revised Pay Band - 2 (Rs.9300-34800 plus Grade Pay of Rs.4600). d. Pay Level of the Post Level 08/10 as per 7th CPC (vi) Accounts Officer (Consultant): a. No. of Consultants to be engaged 06 b. Location of Posting Principal Bench at New Delhi, Chandigarh, Ernakulam. Kolkata. Mumbai and Patna Bench of the Tribunal. c. Eligibility (a) i. Officers retired from Group 'B' (Gazetted) post carrying the duties of Accounts Officer/Assistant Accounts Officer with Pay level equal to or greater than Level - 7 (Rs.44900- 142400) of Pay Matrix (Pre-revised Pay Band - 2, Rs.9300- 34800 plus Grade Pay Rs.4600) from Central Government/State Government or any other Department/Tribunal/Commission in the State or Central Government. OR ii. Retired Junior Accounts Officer with Pay level equal to or greater than Level - 6 (Rs.35400-1 12400) of Pay Matrix (Pre-revised Pay Band - 2, Rs.9300-34800 with Grade Pay Rs.4200) with 05 years of regular service in the grade at the time of retirement. AND (b) possessing any one of the following qualifications: i. A pass in SAS or equivalent examination conducted by any one of the Organized Accounts Departments of the Central Government. ii. Successful completion of training in the Cash and Accounts work in the ISTM or equivalent training course and minimum of 03 years of experience in Cash, Accounts and budget work. d. Pay Level of the Post Level 07 as per 7th CPC — [518, 147, 991, 2359]
row-letter: b. — [519, 1529, 533, 1551]
consultant-post-title: (i) Deputy Registrar (Consultant): — [519, 895, 991, 907]
proforma-field: 7.3 Nature of appointment (Adhoc/Regular): — [518, 427, 693, 438]
eligibility-line: (ii) Possessing the qualification and experience as under - — [48, 1409, 279, 1419]
circular-header — [37, 147, 503, 310]
term-item: ii. The subject line while sending the applications must be: "Application for appointment as Consultant in Central Administrative Tribunal on contract basis for the post of ____________" — [1007, 1228, 1480, 1250]
column-divider — [510, 147, 511, 2359]
row-label: Location of Posting — [533, 1671, 618, 1693]
eligibility-heading: Eligibility criteria: — [37, 1753, 113, 1764]
proforma-field: 2. Name of the applicant (in Block letters): — [518, 293, 686, 304]
eligibility-heading: Eligibility criteria: — [37, 1337, 113, 1348]
row-letter: b. — [519, 1072, 533, 1084]
table-header-cell: Brief nature of duties At the time of holding the post Present — [779, 570, 991, 591]
row-letter: c. — [519, 1378, 533, 1468]
annexure-title: PROFORMA FOR ENGAGEMENT OF RETIRED GOVERNMENT OFFICERS / OFFICIALS IN CENTRAL ADMINISTRATIVE TRIBUNAL ON SHORT TERM CONTRACT BASIS — [1031, 1405, 1456, 1427]
eligibility-line: (a) Analogous post in the Central/State Government/High Court; OR — [48, 526, 319, 537]
term-item: (vii) The appointee will have to comply with the requirements of the CCS (Conduct) Rules, 1964 and all Rules and Orders already in existence regarding attendance, duties, discipline, conditions of service etc. will have to be followed. — [1007, 1046, 1480, 1067]
row-value: Retired Officers holding the post of Stenographers under the Central/State Government/High Courts - i. Holding analogous post on regular basis at the time of retirement; OR ii. 06 years of regular service in the scale of Pre-revised Pay Band - 2 (Rs.9300-34800 plus Grade Pay of Rs.4600). — [618, 1551, 991, 1612]
column-divider — [999, 147, 1000, 2359]
row-label: Location of Posting — [533, 1346, 618, 1378]
term-item: Central Administrative Tribunal, Principal Bench 61/35, Copernicus Marg, New Delhi - 110001. — [1007, 1204, 1381, 1215]
eligibility-line: (i) Officers from the Central Government - — [48, 1350, 214, 1360]
annexure-field: 12. List of enclosures: — [1018, 1644, 1105, 1655]
service-table — [518, 569, 991, 612]
term-item: (ii) An appropriate and fixed amount as Transport Allowance for the purpose of commuting between the residence and place of work shall be allowed not exceeding the rate applicable to the appointee at the time of retirement. The amount so fixed shall remain unchanged during the term of appointment. However, retired employees engaged as consultants may be allowed TA/DA on official tour, if any, as per their entitlement at the time of retirement. — [1007, 830, 1480, 872]
eligibility-line: (i) Officers holding the post of Stenographer under Central Government or State Government or High Courts - — [48, 1003, 484, 1014]
annexure-field: 11. Educational qualification in chronological order including professional qualifications (A separate detailed sheet may be annexed): — [1018, 1622, 1480, 1643]
row-label: No. of Consultants to be engaged — [1022, 161, 1107, 183]
eligibility-line: Officers holding the post of Stenographers in the Central Government or State Government or High Courts - — [48, 771, 477, 781]
proforma-field: 8.2 If yes, please mention Name of the Organization/Department, Designation, Pay Scale of the deputation post, Present Basic Pay — [518, 511, 991, 532]
consultant-table — [518, 1037, 991, 1176]
annexure-field: 4.3 Residential Address: — [1018, 1501, 1116, 1512]
annexure-field: 4. Contact details of the applicant - — [1018, 1464, 1157, 1475]
proforma-field: 4.3 Residential Address: — [518, 354, 616, 365]
proforma-field: 4.1 Mobile Number/Landline Number: — [518, 330, 668, 341]
row-letter: b. — [1008, 414, 1022, 435]
row-letter: b. — [519, 1671, 533, 1693]
eligibility-heading: Eligibility criteria: — [37, 1209, 113, 1220]
row-label: Eligibility — [533, 1551, 618, 1612]
proforma-fields — [518, 282, 991, 567]
annexure-field: 9. Brief nature of duties / experience details (a separate sheet may be annexed): — [1018, 1598, 1338, 1609]
row-label: Pay Level of the Post — [1022, 556, 1107, 577]
row-letter: a. — [519, 1325, 533, 1346]
term-item: Email: pr-catnewdelhi@gov.in and estt-cat@gov.in — [1007, 1217, 1208, 1228]
eligibility-line: (b) Senior Assistant (Upper Division Clerks) in the Pay Level - 04 (Pre-revised Pay Band - 1, Rs.5200-20200 with Grade Pay Rs.2400) who have rendered not less than 10 years regular service in the grade. — [48, 899, 503, 920]
term-item: 6. How to Apply: — [1007, 1147, 1072, 1158]
consultant-post-title: (iv) Section Officer/Court Officer (Consultant): — [519, 1313, 991, 1325]
row-label: Pay Level of the Post — [533, 1832, 618, 1854]
row-value: Level 08/10 as per 7th CPC — [618, 1469, 991, 1491]
row-value: (a) Retired Officers of the Central Government/State Government/High Courts: i. Officers retired from holding analogous post on regular basis. OR ii. Officers retired with at least 05 years regular service in the Grade Pay of Rs.5400. OR iii. Officers retired with at least 06 years of regular service in the Grade Pay of Rs.4800 or equivalent. AND (b) Possessing a degree in Law from a recognized University or equivalent. — [618, 941, 991, 1012]
term-item: (iv) This Office will not be in a position to return any of the documents provided by the applicant / parent office of the applicant, irrespective of his / her selection. — [1007, 978, 1480, 1000]
table-header-cell: Sl.No. — [519, 628, 566, 640]
row-value: 01 — [618, 1192, 991, 1214]
row-value: 08 — [1107, 392, 1480, 414]
annexure-field: 2. Name of the applicant (In Block letters): — [1018, 1440, 1185, 1451]
term-item: (e) Any other documents/certificates mentioned in Annexure I. — [1007, 1335, 1253, 1346]
eligibility-heading: Eligibility criteria: Essential: — [37, 619, 158, 629]
term-item: iv. The application must accompany the following documents: — [1007, 1274, 1251, 1285]
